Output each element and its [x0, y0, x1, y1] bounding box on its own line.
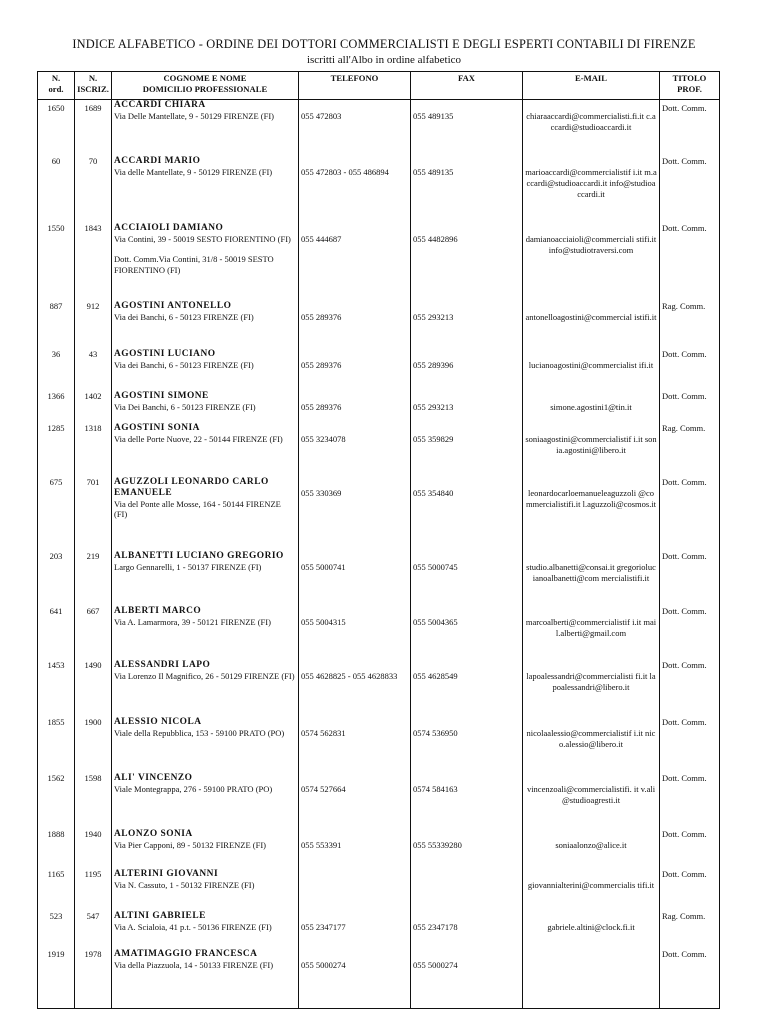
email-address[interactable]: giovannialterini@commercialis tifi.it	[527, 879, 655, 890]
cell-ord: 887	[38, 301, 75, 349]
email-address[interactable]: soniaagostini@commercialistif i.it sonia.agostini@libero.it	[525, 433, 657, 455]
email-address[interactable]: nicolaalessio@commercialistif i.it nico.alessio@libero.it	[526, 727, 656, 749]
member-address: Via Dei Banchi, 6 - 50123 FIRENZE (FI)	[114, 401, 256, 412]
member-address: Via delle Porte Nuove, 22 - 50144 FIRENZE (FI)	[114, 433, 283, 444]
phone-number: 055 289376	[301, 359, 342, 370]
cell-titolo: Dott. Comm.	[660, 391, 720, 423]
cell-fax	[411, 301, 523, 349]
cell-iscrizione: 1195	[75, 869, 112, 911]
member-name: AMATIMAGGIO FRANCESCA	[114, 948, 258, 959]
email-address[interactable]: damianoacciaioli@commerciali stifi.it info@studiotraversi.com	[525, 233, 657, 255]
email-address[interactable]: leonardocarloemanueleaguzzoli @commercialistifi.it l.aguzzoli@cosmos.it	[525, 487, 657, 509]
phone-number: 055 5004315	[301, 616, 346, 627]
member-address: Via delle Mantellate, 9 - 50129 FIRENZE (FI)	[114, 166, 273, 177]
cell-domicilio	[112, 551, 299, 606]
cell-fax	[411, 773, 523, 829]
cell-telefono	[299, 717, 411, 773]
table-row	[38, 156, 720, 223]
cell-domicilio	[112, 869, 299, 911]
col-header-name: COGNOME E NOME DOMICILIO PROFESSIONALE	[112, 72, 299, 100]
cell-ord: 1285	[38, 423, 75, 477]
cell-telefono	[299, 223, 411, 301]
cell-email	[523, 391, 660, 423]
member-address: Viale della Repubblica, 153 - 59100 PRATO (PO)	[114, 727, 285, 738]
cell-fax	[411, 223, 523, 301]
cell-email	[523, 223, 660, 301]
col-header-ord: N. ord.	[38, 72, 75, 100]
table-row	[38, 773, 720, 829]
phone-number: 055 5000741	[301, 561, 346, 572]
member-name: ALBERTI MARCO	[114, 605, 202, 616]
cell-iscrizione: 219	[75, 551, 112, 606]
fax-number: 055 4482896	[413, 233, 458, 244]
member-name: AGOSTINI SIMONE	[114, 390, 209, 401]
table-row	[38, 949, 720, 1009]
table-row	[38, 423, 720, 477]
cell-telefono	[299, 606, 411, 660]
cell-telefono	[299, 100, 411, 156]
phone-number: 055 330369	[301, 487, 342, 498]
cell-ord: 1165	[38, 869, 75, 911]
member-address: Largo Gennarelli, 1 - 50137 FIRENZE (FI)	[114, 561, 262, 572]
col-header-fax: FAX	[411, 72, 523, 100]
cell-telefono	[299, 949, 411, 1009]
cell-ord: 1919	[38, 949, 75, 1009]
table-row	[38, 717, 720, 773]
table-header-row	[38, 72, 720, 100]
cell-domicilio	[112, 156, 299, 223]
fax-number: 055 354840	[413, 487, 454, 498]
member-address: Via A. Scialoia, 41 p.t. - 50136 FIRENZE (FI)	[114, 921, 272, 932]
phone-number: 055 444687	[301, 233, 342, 244]
fax-number: 055 489135	[413, 166, 454, 177]
cell-domicilio	[112, 423, 299, 477]
cell-iscrizione: 1978	[75, 949, 112, 1009]
member-address: Viale Montegrappa, 276 - 59100 PRATO (PO)	[114, 783, 273, 794]
cell-titolo: Dott. Comm.	[660, 829, 720, 869]
cell-titolo: Dott. Comm.	[660, 606, 720, 660]
cell-iscrizione: 1318	[75, 423, 112, 477]
cell-telefono	[299, 477, 411, 551]
fax-number: 055 5000274	[413, 959, 458, 970]
cell-ord: 523	[38, 911, 75, 949]
cell-telefono	[299, 301, 411, 349]
cell-iscrizione: 667	[75, 606, 112, 660]
cell-domicilio	[112, 660, 299, 717]
phone-number: 055 2347177	[301, 921, 346, 932]
cell-iscrizione: 912	[75, 301, 112, 349]
cell-domicilio	[112, 911, 299, 949]
cell-iscrizione: 1843	[75, 223, 112, 301]
cell-titolo: Dott. Comm.	[660, 717, 720, 773]
fax-number: 055 55339280	[413, 839, 462, 850]
cell-ord: 1888	[38, 829, 75, 869]
member-name: AGUZZOLI LEONARDO CARLO EMANUELE	[114, 476, 269, 498]
cell-telefono	[299, 349, 411, 391]
cell-fax	[411, 717, 523, 773]
table-row	[38, 391, 720, 423]
cell-titolo: Dott. Comm.	[660, 949, 720, 1009]
cell-email	[523, 301, 660, 349]
cell-telefono	[299, 869, 411, 911]
member-address: Via N. Cassuto, 1 - 50132 FIRENZE (FI)	[114, 879, 255, 890]
cell-email	[523, 100, 660, 156]
member-name: ALTINI GABRIELE	[114, 910, 206, 921]
cell-iscrizione: 1689	[75, 100, 112, 156]
cell-email	[523, 949, 660, 1009]
table-row	[38, 829, 720, 869]
phone-number: 0574 562831	[301, 727, 346, 738]
cell-fax	[411, 349, 523, 391]
cell-domicilio	[112, 717, 299, 773]
member-address: Via dei Banchi, 6 - 50123 FIRENZE (FI)	[114, 359, 254, 370]
cell-titolo: Dott. Comm.	[660, 477, 720, 551]
phone-number: 055 3234078	[301, 433, 346, 444]
cell-titolo: Dott. Comm.	[660, 660, 720, 717]
cell-telefono	[299, 911, 411, 949]
cell-domicilio	[112, 477, 299, 551]
member-address: Via A. Lamarmora, 39 - 50121 FIRENZE (FI)	[114, 616, 271, 627]
cell-fax	[411, 423, 523, 477]
member-name: ACCIAIOLI DAMIANO	[114, 222, 224, 233]
cell-fax	[411, 100, 523, 156]
member-name: ALTERINI GIOVANNI	[114, 868, 219, 879]
member-name: ALONZO SONIA	[114, 828, 193, 839]
cell-titolo: Dott. Comm.	[660, 100, 720, 156]
fax-number: 055 489135	[413, 111, 454, 121]
cell-email	[523, 349, 660, 391]
cell-domicilio	[112, 773, 299, 829]
cell-titolo: Dott. Comm.	[660, 551, 720, 606]
cell-iscrizione: 1940	[75, 829, 112, 869]
cell-email	[523, 869, 660, 911]
col-header-iscrizione: N. ISCRIZ.	[75, 72, 112, 100]
cell-fax	[411, 829, 523, 869]
directory-table	[37, 71, 720, 1009]
table-row	[38, 223, 720, 301]
member-name: ALESSIO NICOLA	[114, 716, 202, 727]
cell-fax	[411, 660, 523, 717]
cell-telefono	[299, 551, 411, 606]
member-name: ACCARDI MARIO	[114, 155, 201, 166]
member-address: Via Lorenzo Il Magnifico, 26 - 50129 FIRENZE (FI)	[114, 670, 295, 681]
col-header-tel: TELEFONO	[299, 72, 411, 100]
fax-number: 055 359829	[413, 433, 454, 444]
cell-iscrizione: 1402	[75, 391, 112, 423]
phone-number: 055 472803	[301, 111, 342, 121]
member-address: Via della Piazzuola, 14 - 50133 FIRENZE (FI)	[114, 959, 274, 970]
cell-fax	[411, 949, 523, 1009]
cell-telefono	[299, 660, 411, 717]
phone-number: 055 289376	[301, 401, 342, 412]
member-address: Via Pier Capponi, 89 - 50132 FIRENZE (FI)	[114, 839, 266, 850]
fax-number: 055 5000745	[413, 561, 458, 572]
phone-number: 055 472803 - 055 486894	[301, 166, 389, 177]
cell-telefono	[299, 391, 411, 423]
cell-domicilio	[112, 223, 299, 301]
email-address[interactable]: lucianoagostini@commercialist ifi.it	[528, 359, 654, 370]
cell-ord: 60	[38, 156, 75, 223]
cell-email	[523, 477, 660, 551]
cell-iscrizione: 43	[75, 349, 112, 391]
member-name: ACCARDI CHIARA	[114, 100, 206, 110]
cell-fax	[411, 156, 523, 223]
table-row	[38, 100, 720, 156]
email-address[interactable]: soniaalonzo@alice.it	[555, 839, 627, 850]
cell-email	[523, 423, 660, 477]
cell-fax	[411, 551, 523, 606]
email-address[interactable]: gabriele.altini@clock.fi.it	[547, 921, 635, 932]
cell-email	[523, 156, 660, 223]
email-address[interactable]: studio.albanetti@consai.it gregoriolucianoalbanetti@com mercialistifi.it	[526, 561, 656, 583]
page-subtitle: iscritti all'Albo in ordine alfabetico	[306, 54, 462, 66]
email-address[interactable]: simone.agostini1@tin.it	[550, 401, 632, 412]
cell-domicilio	[112, 391, 299, 423]
cell-titolo: Rag. Comm.	[660, 911, 720, 949]
cell-ord: 641	[38, 606, 75, 660]
col-header-email: E-MAIL	[523, 72, 660, 100]
table-row	[38, 301, 720, 349]
phone-number: 055 5000274	[301, 959, 346, 970]
member-name: AGOSTINI LUCIANO	[114, 348, 216, 359]
cell-titolo: Rag. Comm.	[660, 423, 720, 477]
cell-fax	[411, 869, 523, 911]
phone-number: 055 289376	[301, 311, 342, 322]
cell-domicilio	[112, 100, 299, 156]
member-name: AGOSTINI SONIA	[114, 422, 200, 433]
member-name: ALI' VINCENZO	[114, 772, 193, 783]
table-row	[38, 349, 720, 391]
cell-email	[523, 911, 660, 949]
col-header-titolo: TITOLO PROF.	[660, 72, 720, 100]
cell-ord: 1453	[38, 660, 75, 717]
cell-iscrizione: 70	[75, 156, 112, 223]
cell-fax	[411, 391, 523, 423]
cell-telefono	[299, 773, 411, 829]
phone-number: 0574 527664	[301, 783, 346, 794]
member-address: Via Delle Mantellate, 9 - 50129 FIRENZE (FI)	[114, 111, 275, 121]
email-address[interactable]: marcoalberti@commercialistif i.it mail.alberti@gmail.com	[525, 616, 657, 638]
cell-fax	[411, 477, 523, 551]
cell-ord: 1650	[38, 100, 75, 156]
table-row	[38, 660, 720, 717]
cell-domicilio	[112, 606, 299, 660]
cell-iscrizione: 701	[75, 477, 112, 551]
fax-number: 055 293213	[413, 311, 454, 322]
cell-ord: 675	[38, 477, 75, 551]
phone-number: 055 553391	[301, 839, 342, 850]
table-row	[38, 606, 720, 660]
cell-domicilio	[112, 829, 299, 869]
table-row	[38, 911, 720, 949]
email-address[interactable]: chiaraaccardi@commercialisti.fi.it c.accardi@studioaccardi.it	[526, 111, 656, 132]
table-row	[38, 551, 720, 606]
cell-domicilio	[112, 949, 299, 1009]
page-title: INDICE ALFABETICO - ORDINE DEI DOTTORI COMMERCIALISTI E DEGLI ESPERTI CONTABILI DI FIRENZE	[72, 37, 696, 51]
cell-ord: 203	[38, 551, 75, 606]
member-address: Via del Ponte alle Mosse, 164 - 50144 FIRENZE (FI)	[114, 498, 281, 519]
fax-number: 055 4628549	[413, 670, 458, 681]
member-name: ALESSANDRI LAPO	[114, 659, 211, 670]
cell-ord: 36	[38, 349, 75, 391]
cell-titolo: Rag. Comm.	[660, 301, 720, 349]
table-row	[38, 477, 720, 551]
cell-email	[523, 660, 660, 717]
cell-iscrizione: 1490	[75, 660, 112, 717]
cell-titolo: Dott. Comm.	[660, 349, 720, 391]
fax-number: 055 2347178	[413, 921, 458, 932]
member-name: AGOSTINI ANTONELLO	[114, 300, 232, 311]
cell-domicilio	[112, 349, 299, 391]
cell-fax	[411, 606, 523, 660]
table-row	[38, 869, 720, 911]
cell-fax	[411, 911, 523, 949]
cell-titolo: Dott. Comm.	[660, 156, 720, 223]
cell-ord: 1562	[38, 773, 75, 829]
phone-number: 055 4628825 - 055 4628833	[301, 670, 398, 681]
cell-titolo: Dott. Comm.	[660, 869, 720, 911]
cell-telefono	[299, 423, 411, 477]
cell-ord: 1366	[38, 391, 75, 423]
email-address[interactable]: vincenzoali@commercialistifi. it v.ali@studioagresti.it	[526, 783, 656, 805]
cell-telefono	[299, 156, 411, 223]
fax-number: 055 5004365	[413, 616, 458, 627]
cell-telefono	[299, 829, 411, 869]
member-address-secondary: Dott. Comm.Via Contini, 31/8 - 50019 SESTO FIORENTINO (FI)	[114, 254, 274, 275]
cell-ord: 1855	[38, 717, 75, 773]
member-name: ALBANETTI LUCIANO GREGORIO	[114, 550, 284, 561]
email-address[interactable]: lapoalessandri@commercialisti fi.it lapoalessandri@libero.it	[526, 670, 656, 692]
fax-number: 055 289396	[413, 359, 454, 370]
cell-ord: 1550	[38, 223, 75, 301]
cell-iscrizione: 1598	[75, 773, 112, 829]
cell-titolo: Dott. Comm.	[660, 773, 720, 829]
cell-titolo: Dott. Comm.	[660, 223, 720, 301]
cell-email	[523, 829, 660, 869]
fax-number: 0574 536950	[413, 727, 458, 738]
cell-email	[523, 717, 660, 773]
fax-number: 055 293213	[413, 401, 454, 412]
cell-email	[523, 606, 660, 660]
cell-email	[523, 551, 660, 606]
cell-iscrizione: 1900	[75, 717, 112, 773]
email-address[interactable]: antonelloagostini@commercial istifi.it	[525, 311, 657, 322]
cell-email	[523, 773, 660, 829]
email-address[interactable]: marioaccardi@commercialistif i.it m.accardi@studioaccardi.it info@studioaccardi.it	[525, 166, 657, 199]
cell-domicilio	[112, 301, 299, 349]
member-address: Via dei Banchi, 6 - 50123 FIRENZE (FI)	[114, 311, 254, 322]
member-address: Via Contini, 39 - 50019 SESTO FIORENTINO (FI)	[114, 233, 291, 244]
cell-iscrizione: 547	[75, 911, 112, 949]
fax-number: 0574 584163	[413, 783, 458, 794]
